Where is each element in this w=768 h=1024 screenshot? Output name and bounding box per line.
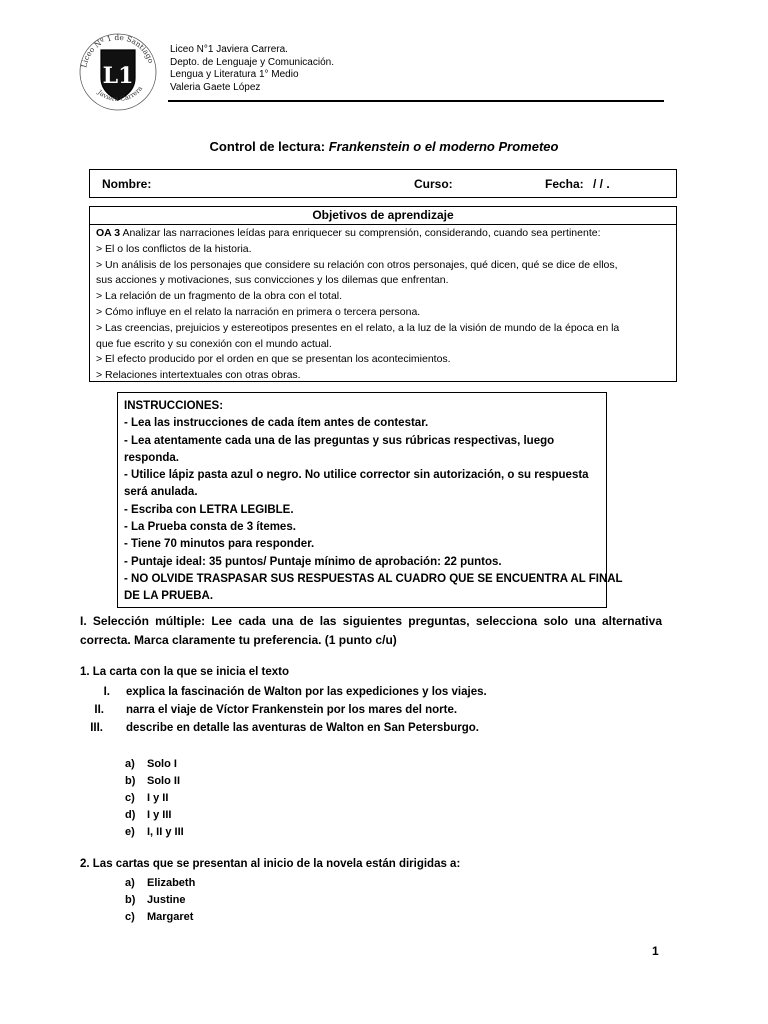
question-1: 1. La carta con la que se inicia el texto	[80, 666, 289, 678]
option-letter: a)	[125, 877, 135, 889]
option-letter: c)	[125, 792, 135, 804]
statement-number: II.	[94, 704, 104, 716]
objective-line: > Un análisis de los personajes que considere su relación con otros personajes, qué dicen, qué se dice de ellos,	[96, 258, 618, 271]
school-logo	[78, 30, 158, 112]
statement-text: describe en detalle las aventuras de Walton en San Petersburgo.	[126, 722, 479, 734]
option-text: I, II y III	[147, 826, 184, 838]
school-info	[170, 44, 334, 94]
legible-emphasis: LETRA LEGIBLE.	[199, 503, 294, 516]
instruction-line: - La Prueba consta de 3 ítemes.	[124, 521, 296, 534]
objective-line: > El o los conflictos de la historia.	[96, 242, 252, 255]
instruction-line: - Puntaje ideal: 35 puntos/ Puntaje mínimo de aprobación: 22 puntos.	[124, 555, 502, 568]
objective-line: > La relación de un fragmento de la obra con el total.	[96, 290, 343, 303]
instructions-heading: INSTRUCCIONES:	[124, 400, 224, 412]
objective-line: sus acciones y motivaciones, sus convicciones y los dilemas que enfrentan.	[96, 274, 449, 287]
option-item[interactable]	[125, 824, 184, 841]
option-text: Justine	[147, 894, 186, 906]
objectives-heading: Objetivos de aprendizaje	[90, 207, 676, 225]
instruction-line: - Tiene 70 minutos para responder.	[124, 538, 315, 551]
option-item[interactable]	[125, 909, 195, 926]
option-item[interactable]	[125, 756, 184, 773]
instruction-line: responda.	[124, 451, 179, 464]
student-info-box	[89, 169, 677, 198]
question-2-options	[125, 875, 195, 926]
section-heading: I. Selección múltiple: Lee cada una de las siguientes preguntas, selecciona solo una alternativa correcta. Marca claramente tu preferencia. (1 punto c/u)	[80, 614, 662, 647]
logo-letters: L1	[102, 63, 134, 89]
option-letter: a)	[125, 758, 135, 770]
option-text: I y II	[147, 792, 169, 804]
instruction-line: - Lea las instrucciones de cada ítem antes de contestar.	[124, 417, 429, 430]
option-letter: b)	[125, 775, 136, 787]
logo-ring-text: Liceo Nº 1 de Santiago	[79, 32, 156, 69]
instruction-legible-line	[124, 502, 600, 519]
title-prefix: Control de lectura:	[209, 139, 329, 154]
logo-bottom-text: Javiera Carrera	[96, 84, 145, 104]
option-text: Solo I	[147, 758, 177, 770]
title-work: Frankenstein o el moderno Prometeo	[328, 139, 559, 154]
school-line: Depto. de Lenguaje y Comunicación.	[170, 56, 334, 68]
instruction-line: DE LA PRUEBA.	[124, 590, 214, 603]
school-line: Valeria Gaete López	[170, 81, 261, 93]
name-label: Nombre:	[102, 177, 152, 191]
instruction-line: - Lea atentamente cada una de las preguntas y sus rúbricas respectivas, luego	[124, 434, 555, 447]
option-item[interactable]	[125, 790, 184, 807]
course-label: Curso:	[414, 177, 453, 191]
option-letter: d)	[125, 809, 136, 821]
option-text: Margaret	[147, 911, 194, 923]
objective-line: > Relaciones intertextuales con otras obras.	[96, 369, 301, 382]
page-title	[0, 139, 768, 154]
date-value: / / .	[593, 177, 610, 191]
date-label: Fecha:	[545, 177, 584, 191]
instruction-line: - Utilice lápiz pasta azul o negro. No utilice corrector sin autorización, o su respuesta	[124, 469, 589, 482]
option-item[interactable]	[125, 807, 184, 824]
statement-number: III.	[90, 722, 103, 734]
objective-line: > El efecto producido por el orden en que se presentan los acontecimientos.	[96, 353, 451, 366]
option-item[interactable]	[125, 773, 184, 790]
instructions-box	[117, 392, 623, 608]
instruction-line: será anulada.	[124, 486, 198, 499]
option-item[interactable]	[125, 875, 195, 892]
question-1-options	[125, 756, 184, 841]
option-text: Solo II	[147, 775, 180, 787]
option-letter: e)	[125, 826, 135, 838]
objective-line: > Cómo influye en el relato la narración en primera o tercera persona.	[96, 305, 421, 318]
statement-text: explica la fascinación de Walton por las expediciones y los viajes.	[126, 686, 487, 698]
objectives-box	[89, 206, 677, 382]
instruction-line: - NO OLVIDE TRASPASAR SUS RESPUESTAS AL CUADRO QUE SE ENCUENTRA AL FINAL	[124, 572, 623, 585]
oa-text: Analizar las narraciones leídas para enriquecer su comprensión, considerando, cuando sea pertinente:	[120, 227, 601, 239]
legible-prefix: - Escriba con	[124, 503, 200, 516]
header-divider	[168, 100, 664, 102]
option-letter: b)	[125, 894, 136, 906]
option-letter: c)	[125, 911, 135, 923]
school-line: Lengua y Literatura 1° Medio	[170, 69, 299, 80]
objective-oa-line	[96, 226, 671, 242]
objective-line: > Las creencias, prejuicios y estereotipos presentes en el relato, a la luz de la visión de mundo de la época en la	[96, 321, 620, 334]
oa-code: OA 3	[96, 227, 121, 239]
question-2: 2. Las cartas que se presentan al inicio de la novela están dirigidas a:	[80, 858, 461, 870]
objective-line: que fue escrito y su conexión con el mundo actual.	[96, 337, 332, 350]
statement-number: I.	[103, 686, 110, 698]
statement-text: narra el viaje de Víctor Frankenstein por los mares del norte.	[126, 704, 458, 716]
option-text: I y III	[147, 809, 172, 821]
page-number: 1	[652, 944, 659, 958]
option-item[interactable]	[125, 892, 195, 909]
option-text: Elizabeth	[147, 877, 196, 889]
school-line: Liceo N°1 Javiera Carrera.	[170, 44, 288, 55]
